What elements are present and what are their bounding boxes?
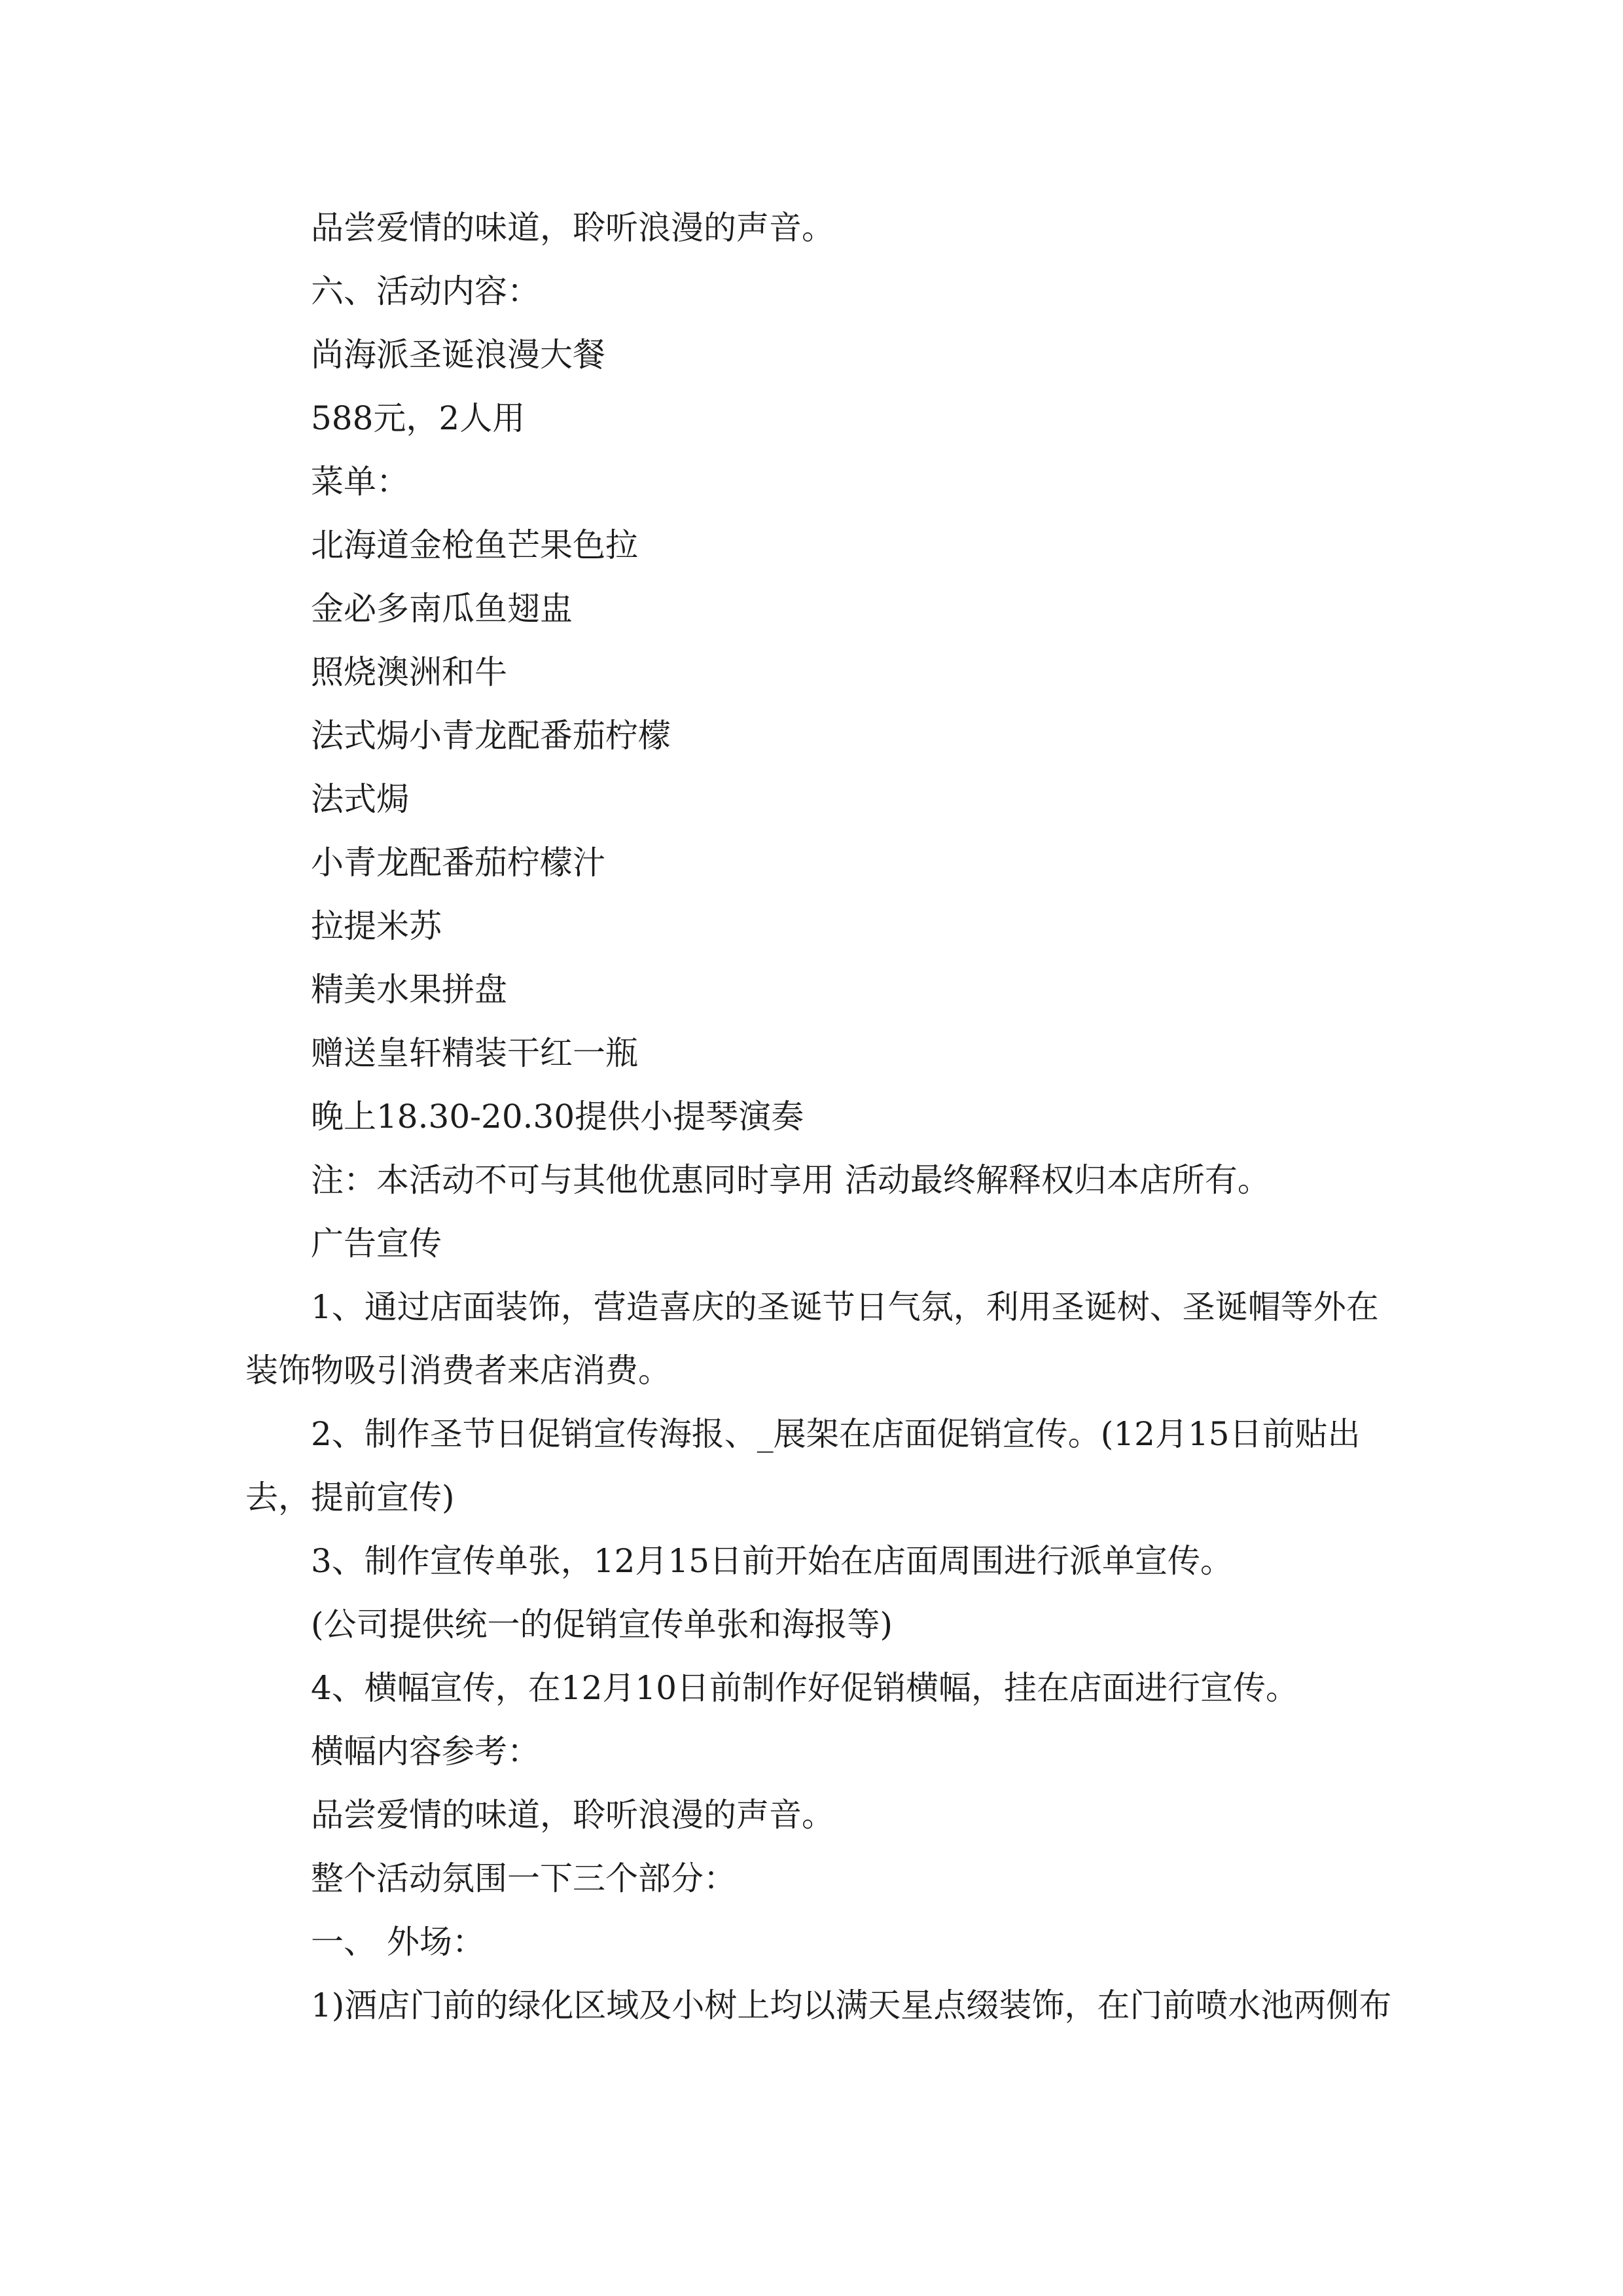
paragraph: 2、制作圣节日促销宣传海报、_展架在店面促销宣传。(12月15日前贴出去，提前宣传) — [245, 1415, 1361, 1516]
paragraph: 横幅内容参考： — [311, 1732, 540, 1770]
paragraph: (公司提供统一的促销宣传单张和海报等) — [311, 1605, 893, 1643]
section-heading: 一、 外场： — [311, 1923, 485, 1961]
paragraph: 品尝爱情的味道，聆听浪漫的声音。 — [311, 209, 834, 247]
menu-item: 法式焗小青龙配番茄柠檬 — [311, 717, 671, 755]
paragraph: 4、横幅宣传，在12月10日前制作好促销横幅，挂在店面进行宣传。 — [311, 1669, 1299, 1707]
paragraph: 晚上18.30-20.30提供小提琴演奏 — [311, 1098, 804, 1136]
note: 注：本活动不可与其他优惠同时享用 活动最终解释权归本店所有。 — [311, 1161, 1270, 1199]
menu-item: 照烧澳洲和牛 — [311, 653, 507, 691]
section-heading: 六、活动内容： — [311, 272, 540, 310]
paragraph: 3、制作宣传单张，12月15日前开始在店面周围进行派单宣传。 — [311, 1542, 1234, 1580]
paragraph: 整个活动氛围一下三个部分： — [311, 1859, 736, 1897]
paragraph: 1)酒店门前的绿化区域及小树上均以满天星点缀装饰，在门前喷水池两侧布 — [311, 1986, 1392, 2024]
menu-item: 赠送皇轩精装干红一瓶 — [311, 1034, 638, 1072]
section-heading: 广告宣传 — [311, 1225, 442, 1263]
document-body — [245, 196, 1392, 2037]
paragraph: 品尝爱情的味道，聆听浪漫的声音。 — [311, 1796, 834, 1834]
menu-item: 小青龙配番茄柠檬汁 — [311, 844, 605, 882]
menu-item: 法式焗 — [311, 780, 409, 818]
menu-item: 精美水果拼盘 — [311, 971, 507, 1009]
paragraph: 1、通过店面装饰，营造喜庆的圣诞节日气氛，利用圣诞树、圣诞帽等外在装饰物吸引消费者来店消费。 — [245, 1288, 1379, 1390]
menu-item: 金必多南瓜鱼翅盅 — [311, 590, 573, 628]
menu-item: 拉提米苏 — [311, 907, 442, 945]
paragraph: 588元，2人用 — [311, 399, 526, 437]
paragraph: 尚海派圣诞浪漫大餐 — [311, 336, 605, 374]
menu-heading: 菜单： — [311, 463, 409, 501]
menu-item: 北海道金枪鱼芒果色拉 — [311, 526, 638, 564]
